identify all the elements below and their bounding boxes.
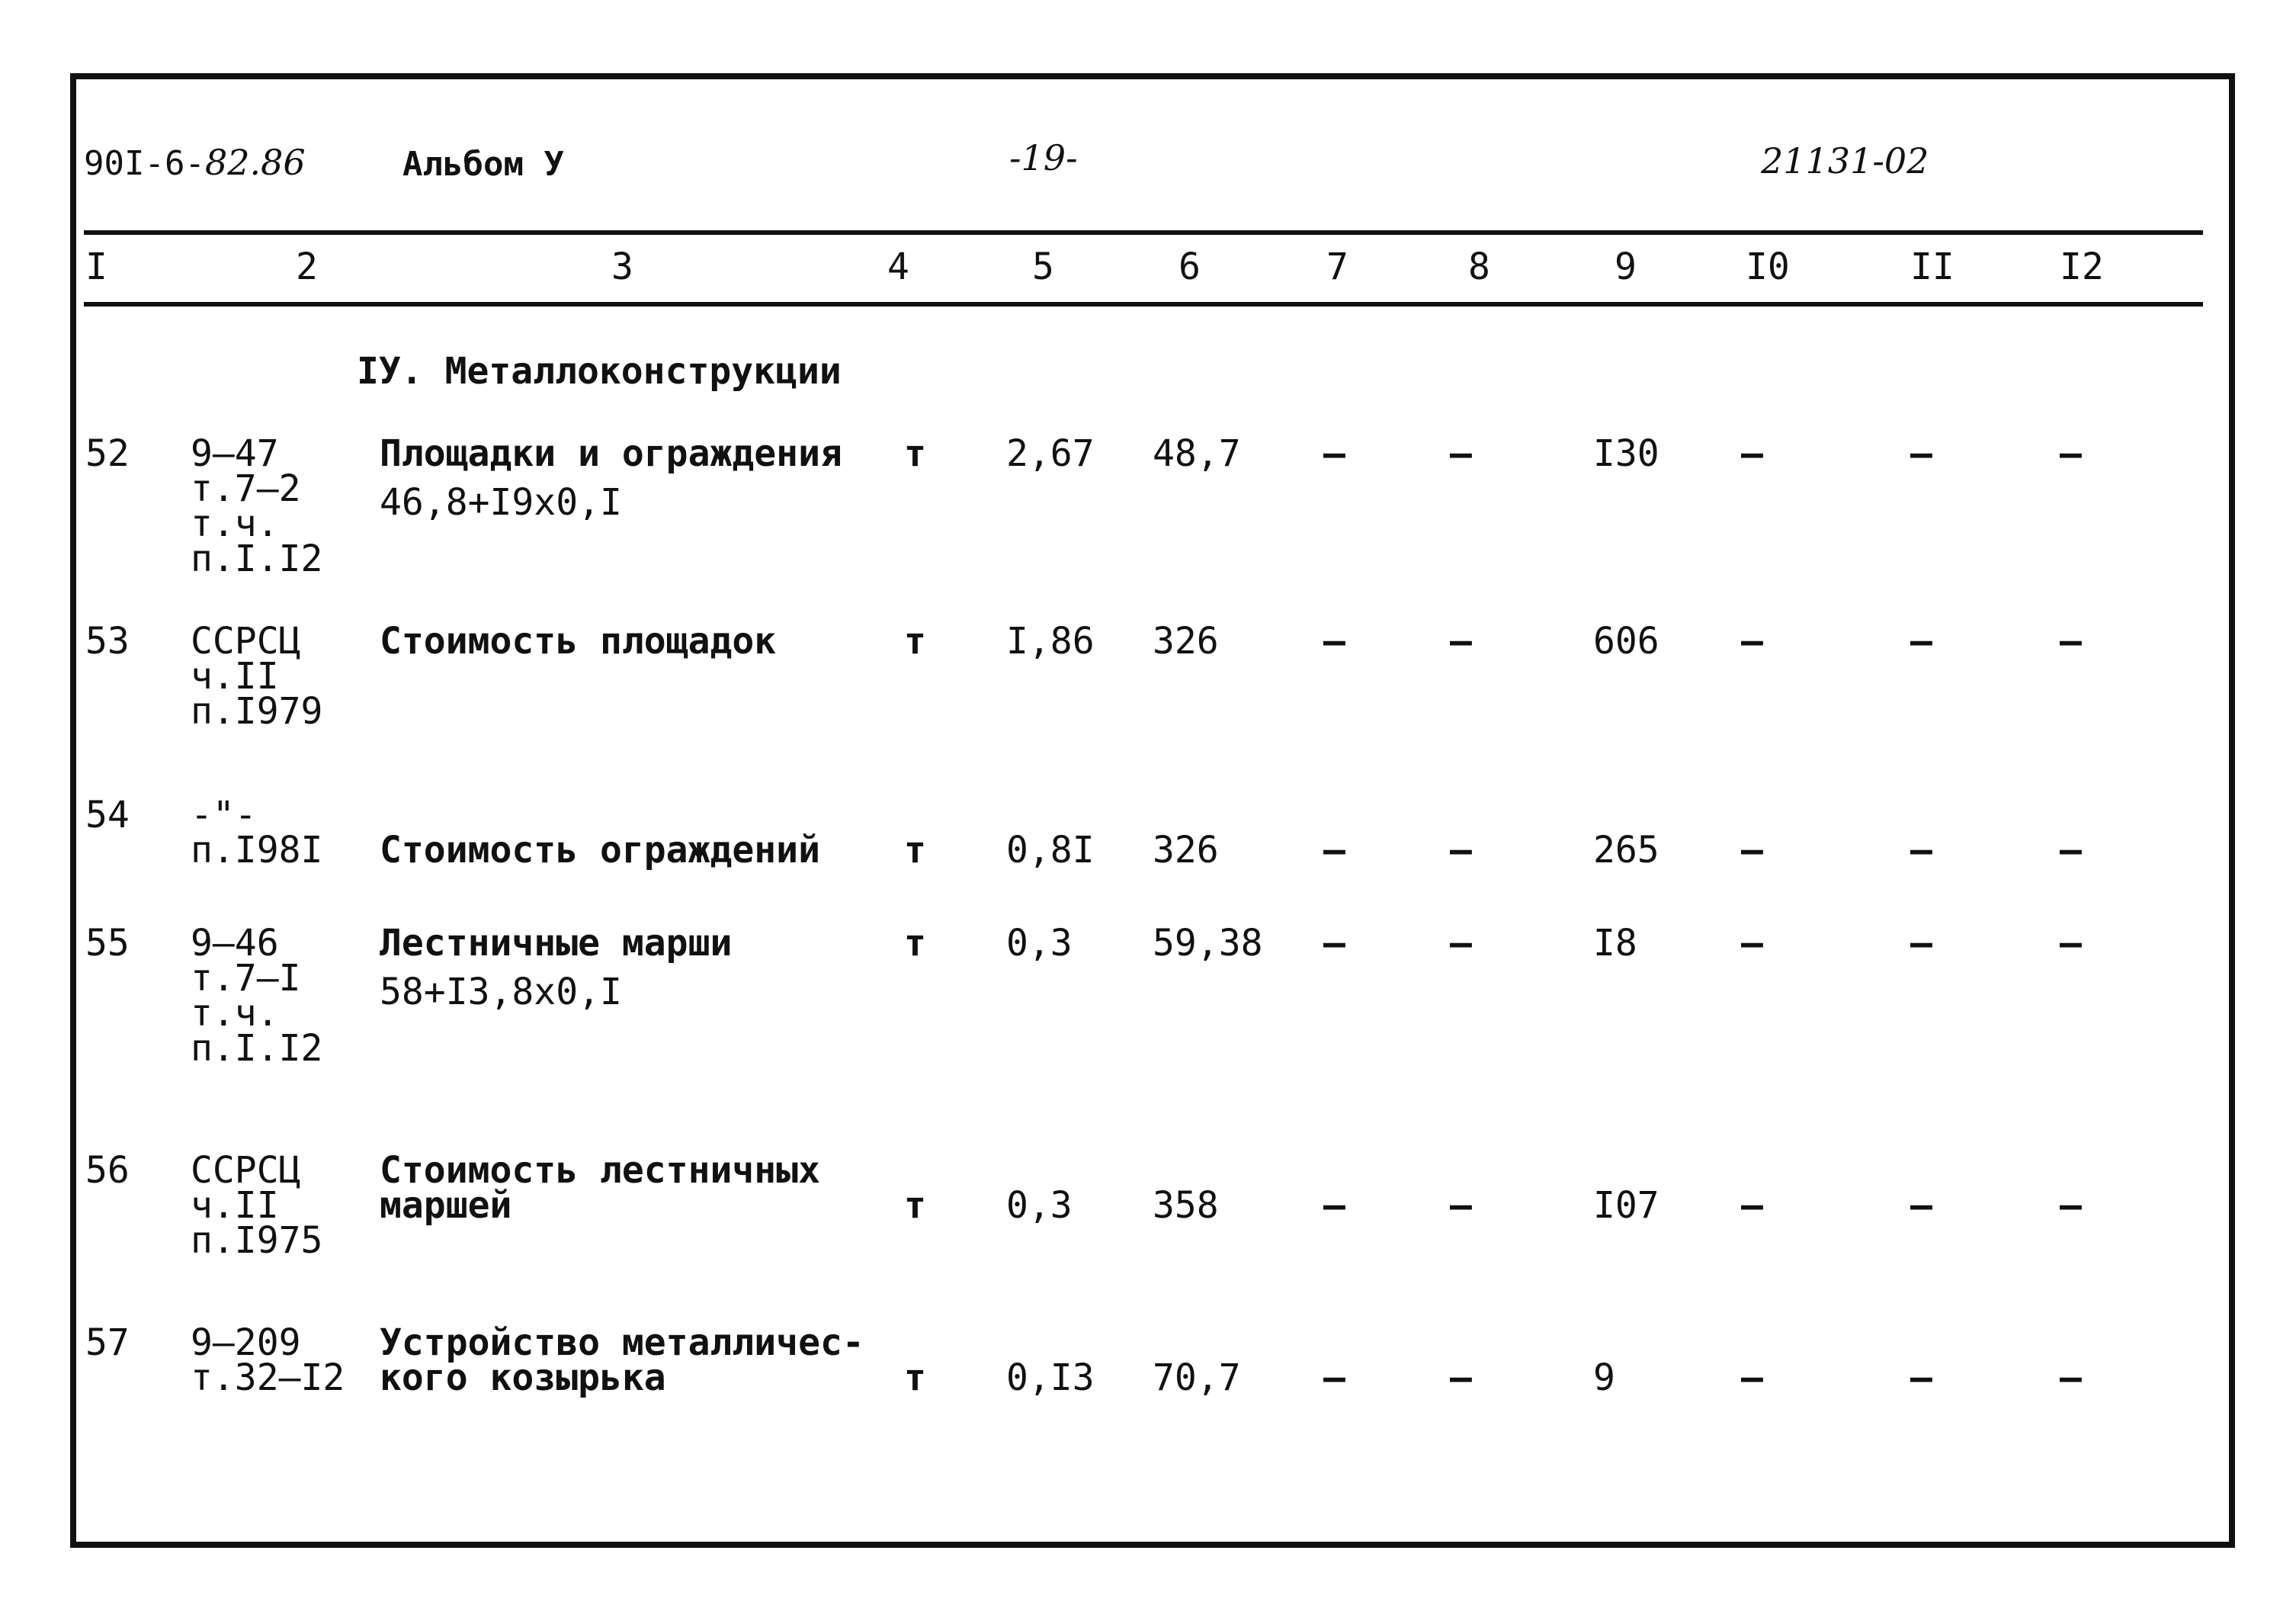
col-11-dash: – [1910, 620, 1932, 663]
rate-code-line: т.ч. [191, 992, 279, 1035]
col-12-dash: – [2060, 829, 2082, 871]
quantity: 0,I3 [1006, 1356, 1095, 1399]
col-8-dash: – [1450, 1184, 1472, 1227]
col-12-dash: – [2060, 620, 2082, 663]
unit: т [904, 1356, 926, 1399]
col-11-dash: – [1910, 1356, 1932, 1399]
col-7-dash: – [1323, 922, 1345, 965]
unit-price: 326 [1153, 829, 1219, 871]
rate-code-line: п.I979 [191, 690, 323, 733]
col-num-1: I [85, 246, 107, 288]
col-num-2: 2 [296, 246, 318, 288]
col-7-dash: – [1323, 620, 1345, 663]
row-number: 53 [85, 620, 130, 663]
unit: т [904, 432, 926, 475]
work-description [380, 922, 733, 1013]
rate-code-line: п.I975 [191, 1219, 323, 1262]
col-11-dash: – [1910, 922, 1932, 965]
album-label: Альбом У [402, 145, 564, 184]
unit: т [904, 1184, 926, 1227]
quantity: 0,8I [1006, 829, 1095, 871]
col-num-8: 8 [1468, 246, 1490, 288]
col-10-dash: – [1741, 1356, 1763, 1399]
description-line: Устройство металличес- [380, 1321, 864, 1364]
description-line: Стоимость лестничных [380, 1149, 820, 1192]
rate-code-line: т.ч. [191, 502, 279, 545]
work-description [380, 1149, 820, 1227]
doc-code-printed: 90I-6- [84, 144, 205, 183]
page-number: -19- [1009, 137, 1078, 178]
rate-code [191, 922, 323, 1070]
col-7-dash: – [1323, 432, 1345, 475]
col-11-dash: – [1910, 1184, 1932, 1227]
description-line: 46,8+I9х0,I [380, 481, 622, 524]
unit-price: 358 [1153, 1184, 1219, 1227]
work-description [380, 620, 777, 663]
col-num-6: 6 [1178, 246, 1201, 288]
rate-code-line: 9–209 [191, 1321, 301, 1364]
document-ref: 21131-02 [1761, 140, 1929, 181]
col-8-dash: – [1450, 1356, 1472, 1399]
col-10-dash: – [1741, 829, 1763, 871]
total-cost: I8 [1593, 922, 1637, 965]
col-10-dash: – [1741, 1184, 1763, 1227]
rate-code [191, 620, 323, 733]
work-description [380, 829, 820, 871]
quantity: I,86 [1006, 620, 1095, 663]
total-cost: 606 [1593, 620, 1659, 663]
col-7-dash: – [1323, 829, 1345, 871]
work-description [380, 1321, 864, 1399]
total-cost: 265 [1593, 829, 1659, 871]
rate-code-line: ССРСЦ [191, 1149, 301, 1192]
description-line: Лестничные марши [380, 922, 733, 965]
col-num-4: 4 [887, 246, 909, 288]
description-line: Стоимость площадок [380, 620, 777, 663]
col-12-dash: – [2060, 432, 2082, 475]
col-10-dash: – [1741, 432, 1763, 475]
total-cost: I30 [1593, 432, 1659, 475]
rate-code-line: п.I98I [191, 829, 323, 871]
rate-code-line: ССРСЦ [191, 620, 301, 663]
rate-code [191, 1149, 323, 1262]
col-7-dash: – [1323, 1356, 1345, 1399]
rate-code-line: ч.II [191, 655, 279, 698]
rate-code [191, 1321, 345, 1399]
col-num-3: 3 [611, 246, 633, 288]
rate-code-line: п.I.I2 [191, 538, 323, 580]
col-10-dash: – [1741, 922, 1763, 965]
row-number: 56 [85, 1149, 130, 1192]
col-8-dash: – [1450, 432, 1472, 475]
col-8-dash: – [1450, 620, 1472, 663]
col-12-dash: – [2060, 1356, 2082, 1399]
rate-code-line: т.7–I [191, 957, 301, 1000]
description-line: кого козырька [380, 1356, 666, 1399]
description-line: Стоимость ограждений [380, 829, 820, 871]
rate-code [191, 794, 323, 871]
col-8-dash: – [1450, 922, 1472, 965]
unit-price: 326 [1153, 620, 1219, 663]
unit-price: 48,7 [1153, 432, 1241, 475]
col-8-dash: – [1450, 829, 1472, 871]
header-rule-top [84, 230, 2203, 235]
rate-code [191, 432, 323, 580]
col-num-10: I0 [1746, 246, 1790, 288]
row-number: 52 [85, 432, 130, 475]
total-cost: I07 [1593, 1184, 1659, 1227]
rate-code-line: ч.II [191, 1184, 279, 1227]
unit: т [904, 620, 926, 663]
description-line: маршей [380, 1184, 512, 1227]
col-11-dash: – [1910, 432, 1932, 475]
quantity: 0,3 [1006, 922, 1073, 965]
row-number: 54 [85, 794, 130, 836]
unit: т [904, 829, 926, 871]
rate-code-line: т.7–2 [191, 467, 301, 510]
col-12-dash: – [2060, 1184, 2082, 1227]
work-description [380, 432, 842, 524]
section-title: IУ. Металлоконструкции [357, 350, 842, 393]
header-rule-bottom [84, 302, 2203, 307]
rate-code-line: т.32–I2 [191, 1356, 345, 1399]
col-num-11: II [1910, 246, 1954, 288]
quantity: 0,3 [1006, 1184, 1073, 1227]
doc-code-handwritten: 82.86 [204, 142, 306, 183]
unit-price: 59,38 [1153, 922, 1263, 965]
unit-price: 70,7 [1153, 1356, 1241, 1399]
description-line: Площадки и ограждения [380, 432, 842, 475]
col-num-7: 7 [1326, 246, 1348, 288]
col-num-12: I2 [2060, 246, 2104, 288]
col-11-dash: – [1910, 829, 1932, 871]
row-number: 57 [85, 1321, 130, 1364]
description-line: 58+I3,8х0,I [380, 971, 622, 1013]
rate-code-line: 9–46 [191, 922, 279, 965]
quantity: 2,67 [1006, 432, 1095, 475]
col-num-5: 5 [1032, 246, 1054, 288]
col-num-9: 9 [1615, 246, 1637, 288]
col-7-dash: – [1323, 1184, 1345, 1227]
unit: т [904, 922, 926, 965]
doc-code [84, 142, 306, 183]
col-12-dash: – [2060, 922, 2082, 965]
total-cost: 9 [1593, 1356, 1615, 1399]
rate-code-line: -"- [191, 794, 257, 836]
rate-code-line: п.I.I2 [191, 1027, 323, 1070]
rate-code-line: 9–47 [191, 432, 279, 475]
row-number: 55 [85, 922, 130, 965]
col-10-dash: – [1741, 620, 1763, 663]
